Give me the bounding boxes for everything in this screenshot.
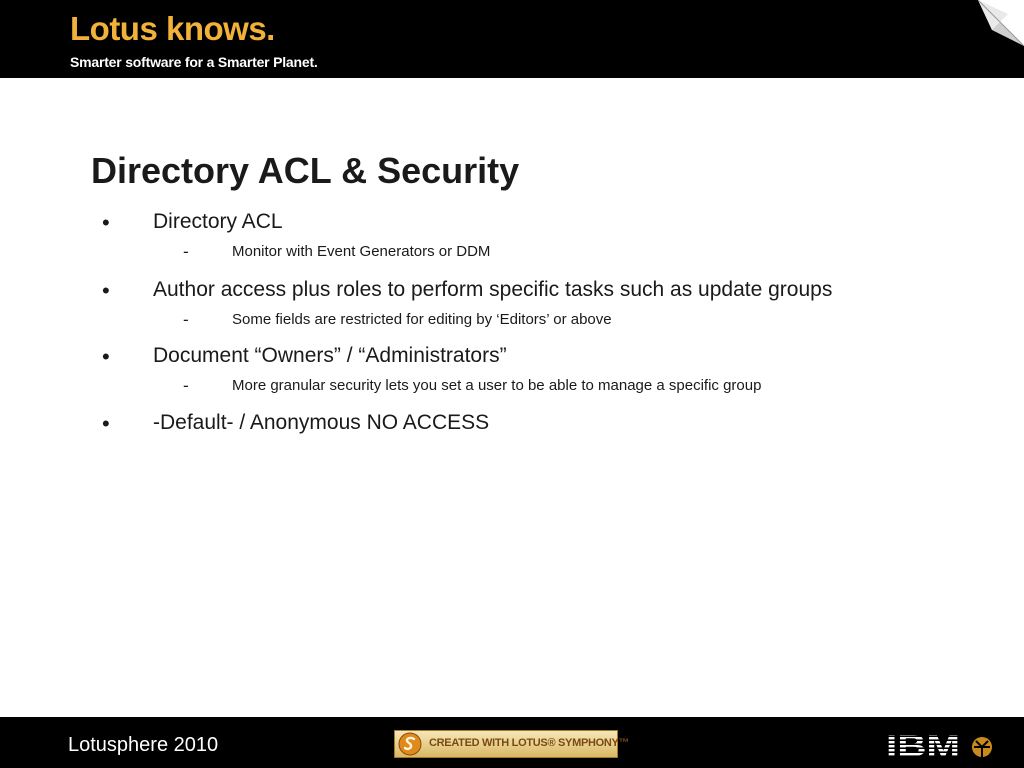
bullet-marker: • — [102, 344, 110, 369]
symphony-badge-text: CREATED WITH LOTUS® SYMPHONY™ — [429, 737, 630, 749]
ibm-logo — [886, 729, 996, 761]
sub-bullet-text: Monitor with Event Generators or DDM — [232, 243, 491, 260]
page-curl-icon — [978, 0, 1024, 46]
sub-bullet-marker: - — [183, 310, 189, 329]
sub-bullet-text: Some fields are restricted for editing by ‘Editors’ or above — [232, 311, 612, 328]
symphony-logo-icon — [397, 732, 425, 756]
brand-title: Lotus knows. — [70, 10, 275, 47]
header-band — [0, 0, 1024, 78]
bullet-marker: • — [102, 210, 110, 235]
svg-text:IBM: IBM — [886, 729, 960, 761]
bullet-marker: • — [102, 411, 110, 436]
sub-bullet-marker: - — [183, 376, 189, 395]
bullet-text: Document “Owners” / “Administrators” — [153, 344, 507, 367]
sub-bullet-text: More granular security lets you set a user to be able to manage a specific group — [232, 377, 762, 394]
bullet-text: Directory ACL — [153, 210, 283, 233]
slide-title: Directory ACL & Security — [91, 150, 520, 191]
event-name: Lotusphere 2010 — [68, 734, 219, 756]
sub-bullet-marker: - — [183, 242, 189, 261]
bullet-text: Author access plus roles to perform specific tasks such as update groups — [153, 278, 833, 301]
brand-tagline: Smarter software for a Smarter Planet. — [70, 54, 318, 70]
bullet-text: -Default- / Anonymous NO ACCESS — [153, 411, 490, 434]
symphony-badge — [394, 730, 630, 758]
bullet-marker: • — [102, 278, 110, 303]
footer-band — [0, 717, 1024, 768]
